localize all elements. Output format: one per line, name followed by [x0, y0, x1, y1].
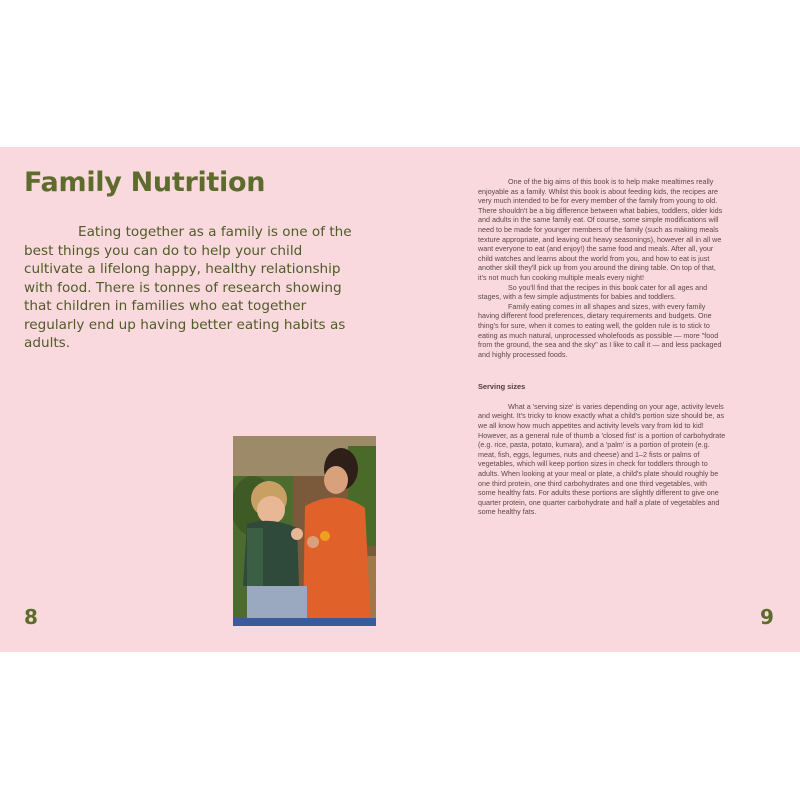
body-paragraph: One of the big aims of this book is to help make mealtimes really enjoyable as a family. Whilst this book is about feeding kids, the recipes are very much intended to be for every member of the family from young to old. There shouldn't be a big difference between what babies, toddlers, older kids and adults in the same family eat. Of course, some simple modifications will need to be made for younger members of the family (such as making meals texture appropriate, and leaving out heavy seasonings), however all in all we want everyone to eat (and enjoy!) the same food and meals. After all, your child watches and learns about the world from you, and how to eat is just another skill they'll pick up from you around the dining table. On top of that, it's not much fun cooking multiple meals every night! [478, 177, 723, 282]
page-number-right: 9 [760, 605, 774, 629]
section-heading: Serving sizes [478, 382, 526, 392]
photo-illustration [233, 436, 376, 626]
body-paragraph: Family eating comes in all shapes and sizes, with every family having different food preferences, dietary requirements and budgets. One thing's for sure, when it comes to eating well, the golden rule is to stick to eating as much natural, unprocessed wholefoods as possible — more "food from the ground, the sea and the sky" as I like to call it — and less packaged and highly processed foods. [478, 301, 722, 359]
page-title: Family Nutrition [24, 167, 266, 198]
book-spread [0, 147, 800, 652]
right-page-text [478, 177, 726, 517]
page-number-left: 8 [24, 605, 38, 629]
body-paragraph: So you'll find that the recipes in this book cater for all ages and stages, with a few simple adjustments for babies and toddlers. [478, 282, 708, 302]
body-paragraph: What a 'serving size' is varies depending on your age, activity levels and weight. It's tricky to know exactly what a child's portion size should be, as we all know how much appetites and activity levels vary from kid to kid! However, as a general rule of thumb a 'closed fist' is a portion of carbohydrate (e.g. rice, pasta, potato, kumara), and a 'palm' is a portion of protein (e.g. meat, fish, eggs, legumes, nuts and cheese) and 1–2 fists or palms of vegetables, which will keep portion sizes in check for toddlers through to adults. When looking at your meal or plate, a child's plate should roughly be one third protein, one third carbohydrates and one third vegetables, with some healthy fats. For adults these portions are slightly different to give one quarter protein, one quarter carbohydrate and half a plate of vegetables and some healthy fats. [478, 401, 726, 517]
intro-paragraph: Eating together as a family is one of the best things you can do to help your child cultivate a lifelong happy, healthy relationship with food. There is tonnes of research showing that children in families who eat together regularly end up having better eating habits as adults. [24, 224, 352, 351]
family-photo [233, 436, 376, 626]
